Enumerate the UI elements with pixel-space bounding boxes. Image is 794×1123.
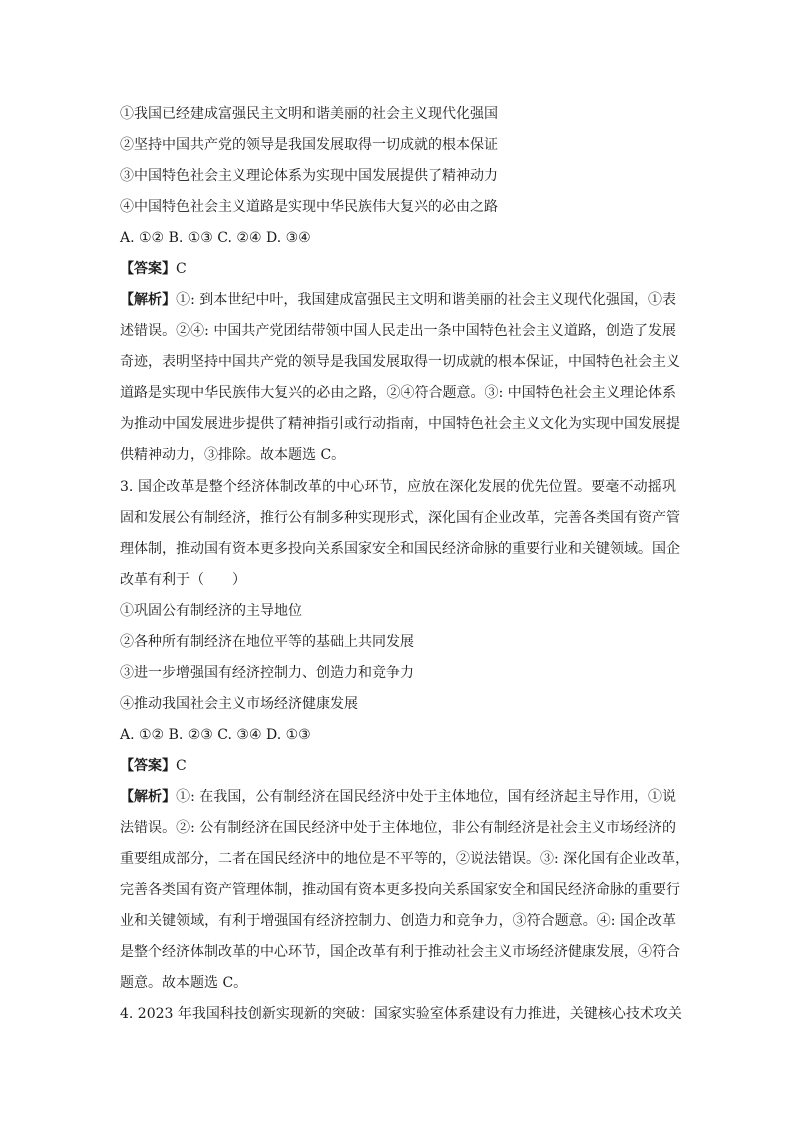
- q2-analysis-line-1: [120, 290, 676, 310]
- q2-answer-value: C: [176, 261, 187, 277]
- q2-analysis-line-4: 道路是实现中华民族伟大复兴的必由之路，②④符合题意。③: 中国特色社会主义理论体系: [120, 385, 676, 401]
- q2-analysis-text-1: ①: 到本世纪中叶，我国建成富强民主文明和谐美丽的社会主义现代化强国，①表: [176, 292, 677, 308]
- q3-answer-label: 【答案】: [120, 758, 176, 774]
- q3-stem-line-1: 3. 国企改革是整个经济体制改革的中心环节，应放在深化发展的优先位置。要毫不动摇巩: [120, 479, 676, 495]
- q2-analysis-label: 【解析】: [120, 292, 177, 308]
- q3-analysis-line-4: 完善各类国有资产管理体制，推动国有资本更多投向关系国家安全和国民经济命脉的重要行: [120, 882, 680, 898]
- q2-analysis-line-6: 供精神动力，③排除。故本题选 C。: [120, 447, 346, 463]
- q3-analysis-label: 【解析】: [120, 789, 177, 805]
- q3-analysis-line-2: 法错误。②: 公有制经济在国民经济中处于主体地位，非公有制经济是社会主义市场经济的: [120, 820, 676, 836]
- q3-analysis-line-7: 题意。故本题选 C。: [120, 975, 248, 991]
- q2-choices: A. ①② B. ①③ C. ②④ D. ③④: [120, 230, 311, 246]
- q3-answer-value: C: [176, 758, 187, 774]
- q3-analysis-line-6: 是整个经济体制改革的中心环节，国企改革有利于推动社会主义市场经济健康发展，④符合: [120, 944, 680, 960]
- q3-choices: A. ①② B. ②③ C. ③④ D. ①③: [120, 727, 311, 743]
- q2-option-3: ③中国特色社会主义理论体系为实现中国发展提供了精神动力: [120, 168, 498, 184]
- q2-option-4: ④中国特色社会主义道路是实现中华民族伟大复兴的必由之路: [120, 199, 498, 215]
- q3-stem-line-3: 理体制，推动国有资本更多投向关系国家安全和国民经济命脉的重要行业和关键领域。国企: [120, 541, 680, 557]
- q4-stem-line-1: 4. 2023 年我国科技创新实现新的突破：国家实验室体系建设有力推进，关键核心技术攻关: [120, 1006, 682, 1022]
- q3-option-2: ②各种所有制经济在地位平等的基础上共同发展: [120, 634, 414, 650]
- q3-analysis-text-1: ①: 在我国，公有制经济在国民经济中处于主体地位，国有经济起主导作用，①说: [176, 789, 677, 805]
- q2-option-2: ②坚持中国共产党的领导是我国发展取得一切成就的根本保证: [120, 137, 498, 153]
- q3-option-3: ③进一步增强国有经济控制力、创造力和竞争力: [120, 665, 414, 681]
- q3-analysis-line-3: 重要组成部分，二者在国民经济中的地位是不平等的，②说法错误。③: 深化国有企业改革，: [120, 851, 690, 867]
- q2-option-1: ①我国已经建成富强民主文明和谐美丽的社会主义现代化强国: [120, 106, 498, 122]
- q3-option-4: ④推动我国社会主义市场经济健康发展: [120, 696, 358, 712]
- q2-answer: [120, 259, 676, 279]
- q3-analysis-line-1: [120, 787, 676, 807]
- q2-analysis-line-3: 奇迹，表明坚持中国共产党的领导是我国发展取得一切成就的根本保证，中国特色社会主义: [120, 354, 680, 370]
- q2-answer-label: 【答案】: [120, 261, 176, 277]
- q3-option-1: ①巩固公有制经济的主导地位: [120, 603, 302, 619]
- q3-stem-line-2: 固和发展公有制经济，推行公有制多种实现形式，深化国有企业改革，完善各类国有资产管: [120, 510, 680, 526]
- q2-analysis-line-5: 为推动中国发展进步提供了精神指引或行动指南，中国特色社会主义文化为实现中国发展提: [120, 416, 680, 432]
- q3-answer: [120, 756, 676, 776]
- q2-analysis-line-2: 述错误。②④: 中国共产党团结带领中国人民走出一条中国特色社会主义道路，创造了发展: [120, 323, 676, 339]
- q3-stem-line-4: 改革有利于（ ）: [120, 572, 246, 588]
- q3-analysis-line-5: 业和关键领域，有利于增强国有经济控制力、创造力和竞争力，③符合题意。④: 国企改革: [120, 913, 676, 929]
